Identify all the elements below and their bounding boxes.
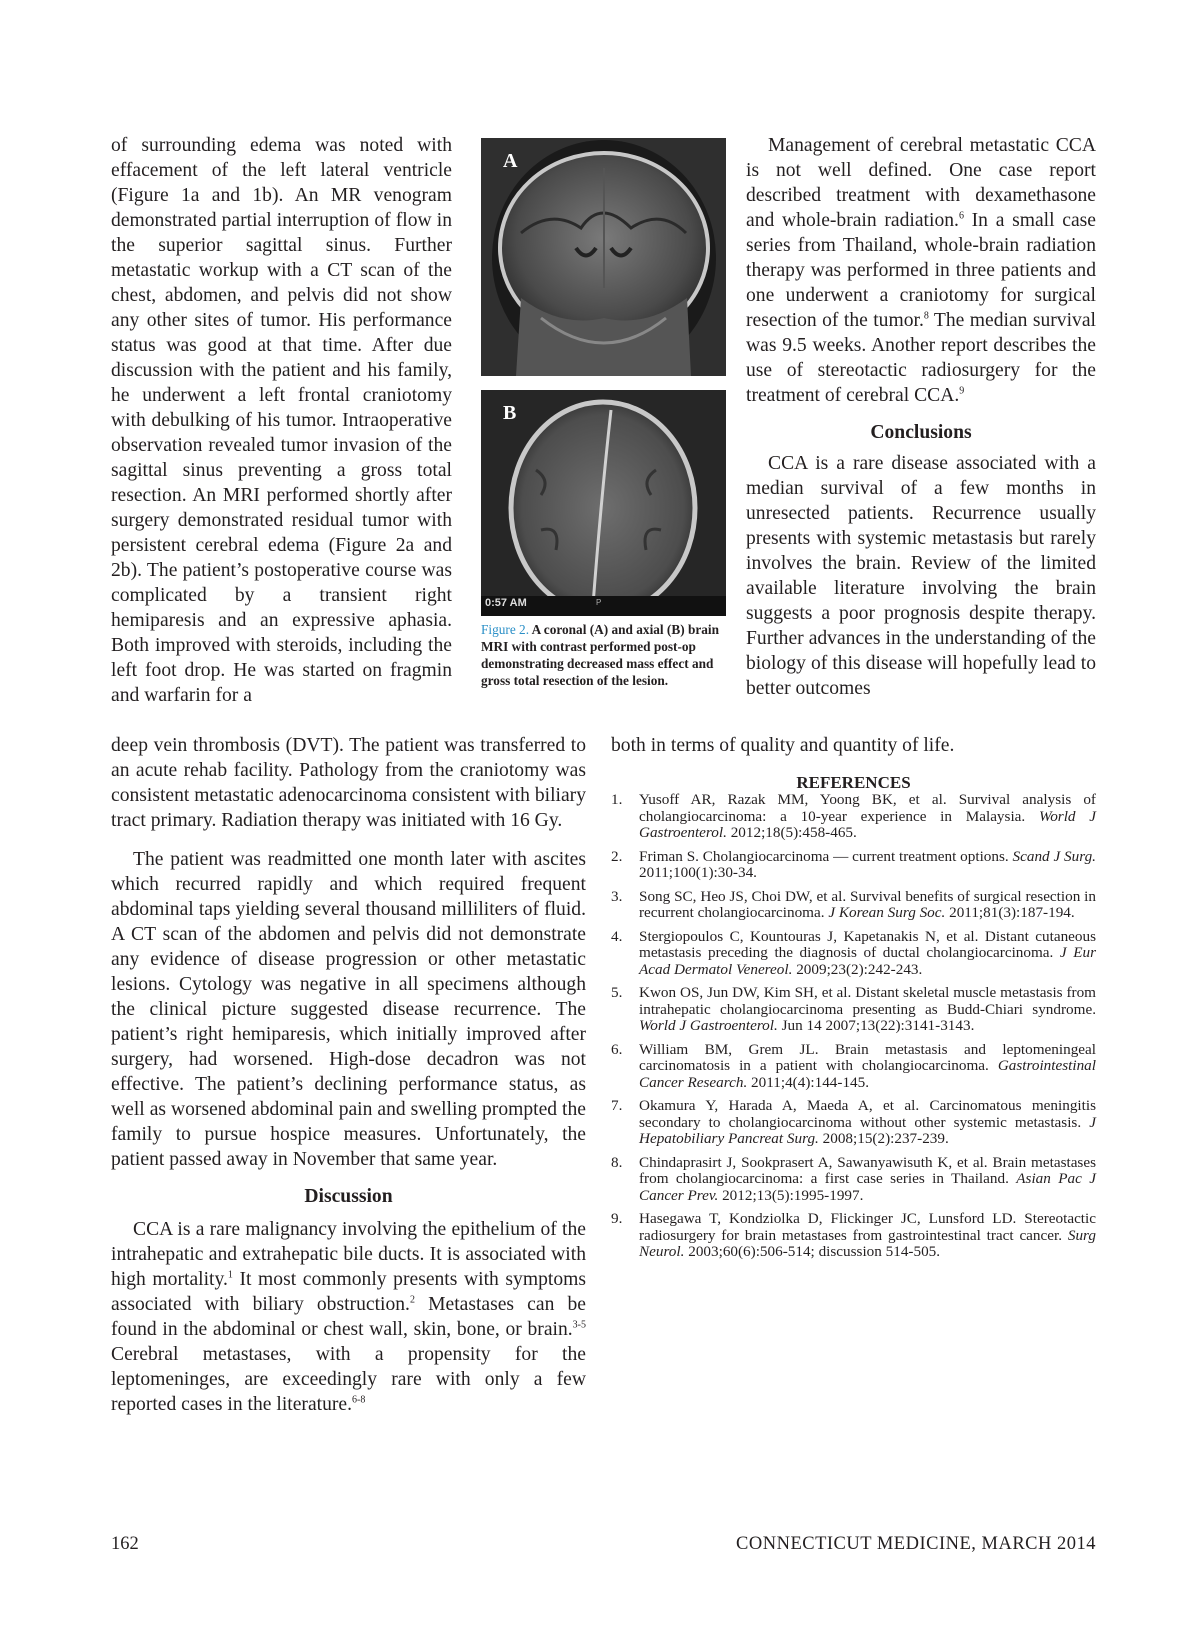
reference-item	[611, 1098, 1096, 1148]
reference-item	[611, 889, 1096, 922]
left-column-top	[111, 133, 452, 708]
reference-item	[611, 792, 1096, 842]
figure-caption-label: Figure 2.	[481, 622, 530, 637]
reference-text: Okamura Y, Harada A, Maeda A, et al. Carcinomatous meningitis secondary to cholangiocarcinoma without other systemic metastasis. J Hepatobiliary Pancreat Surg. 2008;15(2):237-239.	[639, 1097, 1096, 1147]
reference-text: Chindaprasirt J, Sookprasert A, Sawanyawisuth K, et al. Brain metastases from cholangiocarcinoma: a first case series in Thailand. Asian Pac J Cancer Prev. 2012;13(5):1995-1997.	[639, 1153, 1097, 1204]
reference-text: Kwon OS, Jun DW, Kim SH, et al. Distant skeletal muscle metastasis from intrahepatic cholangiocarcinoma presenting as Budd-Chiari syndrome. World J Gastroenterol. Jun 14 2007;13(22):3141-3143.	[639, 984, 1096, 1034]
mri-axial-image	[481, 390, 726, 616]
reference-number: 2.	[611, 847, 623, 865]
reference-text: Yusoff AR, Razak MM, Yoong BK, et al. Survival analysis of cholangiocarcinoma: a 10-year experience in Malaysia. World J Gastroenterol. 2012;18(5):458-465.	[639, 791, 1096, 841]
mri-timestamp: 0:57 AM	[485, 597, 527, 609]
reference-number: 1.	[611, 791, 623, 808]
reference-text: Stergiopoulos C, Kountouras J, Kapetanakis N, et al. Distant cutaneous metastasis preceding the diagnosis of ductal cholangiocarcinoma. J Eur Acad Dermatol Venereol. 2009;23(2):242-243.	[639, 927, 1096, 978]
mri-marker: P	[596, 598, 602, 607]
reference-item	[611, 1042, 1096, 1092]
paragraph-case-1: of surrounding edema was noted with effacement of the left lateral ventricle (Figure 1a and 1b). An MR venogram demonstrated partial interruption of flow in the superior sagittal sinus. Further metastatic workup with a CT scan of the chest, abdomen, and pelvis did not show any other sites of tumor. His performance status was good at that time. After due discussion with the patient and his family, he underwent a left frontal craniotomy with debulking of his tumor. Intraoperative observation revealed tumor invasion of the sagittal sinus preventing a gross total resection. An MRI performed shortly after surgery demonstrated residual tumor with persistent cerebral edema (Figure 2a and 2b). The patient’s postoperative course was complicated by a transient right hemiparesis and an expressive aphasia. Both improved with steroids, including the left foot drop. He was started on fragmin and warfarin for a	[111, 135, 452, 706]
paragraph-management: Management of cerebral metastatic CCA is not well defined. One case report described treatment with dexamethasone and whole-brain radiation.$^6$ In a small case series from Thailand, whole-brain radiation therapy was performed in three patients and one underwent a craniotomy for surgical resection of the tumor.$^8$ The median survival was 9.5 weeks. Another report describes the use of stereotactic radiosurgery for the treatment of cerebral CCA.$^9$	[746, 135, 1096, 406]
reference-number: 6.	[611, 1040, 623, 1058]
reference-number: 3.	[611, 887, 623, 905]
paragraph-case-2: The patient was readmitted one month later with ascites which recurred rapidly and which required frequent abdominal taps yielding several thousand milliliters of fluid. A CT scan of the abdomen and pelvis did not demonstrate any evidence of disease progression or other metastatic lesions. Cytology was negative in all specimens although the clinical picture suggested disease recurrence. The patient’s right hemiparesis, which initially improved after surgery, had worsened. High-dose decadron was not effective. The patient’s declining performance status, as well as worsened abdominal pain and swelling prompted the family to pursue hospice measures. Unfortunately, the patient passed away in November that same year.	[111, 849, 586, 1170]
reference-text: William BM, Grem JL. Brain metastasis and leptomeningeal carcinomatosis in a patient with cholangiocarcinoma. Gastrointestinal Cancer Research. 2011;4(4):144-145.	[639, 1040, 1096, 1091]
references-heading: REFERENCES	[796, 773, 911, 792]
page-number: 162	[111, 1534, 139, 1554]
reference-text: Hasegawa T, Kondziolka D, Flickinger JC, Lunsford LD. Stereotactic radiosurgery for brain metastases from gastrointestinal tract cancer. Surg Neurol. 2003;60(6):506-514; discussion 514-505.	[639, 1210, 1096, 1260]
reference-item	[611, 1211, 1096, 1261]
left-column-bottom	[111, 733, 586, 1417]
reference-item	[611, 849, 1096, 882]
paragraph-case-1-cont: deep vein thrombosis (DVT). The patient was transferred to an acute rehab facility. Pathology from the craniotomy was consistent metastatic adenocarcinoma consistent with biliary tract primary. Radiation therapy was initiated with 16 Gy.	[111, 735, 587, 831]
reference-number: 8.	[611, 1153, 623, 1171]
figure-label-b: B	[503, 402, 517, 424]
mri-coronal-image	[481, 138, 726, 376]
paragraph-conclusions: CCA is a rare disease associated with a median survival of a few months in unresected patients. Recurrence usually presents with systemic metastasis but rarely involves the brain. Review of the limited available literature involving the brain suggests a poor prognosis despite therapy. Further advances in the understanding of the biology of this disease will hopefully lead to better outcomes	[746, 453, 1096, 699]
reference-number: 4.	[611, 927, 623, 945]
paragraph-conclusions-end: both in terms of quality and quantity of life.	[611, 735, 955, 756]
figure-caption-text: A coronal (A) and axial (B) brain MRI with contrast performed post-op demonstrating decreased mass effect and gross total resection of the lesion.	[481, 622, 720, 688]
reference-number: 9.	[611, 1210, 623, 1227]
reference-text: Song SC, Heo JS, Choi DW, et al. Survival benefits of surgical resection in recurrent cholangiocarcinoma. J Korean Surg Soc. 2011;81(3):187-194.	[639, 887, 1096, 921]
conclusions-heading: Conclusions	[870, 422, 972, 443]
references-list	[611, 792, 1096, 1268]
reference-item	[611, 929, 1096, 979]
reference-text: Friman S. Cholangiocarcinoma — current treatment options. Scand J Surg. 2011;100(1):30-34.	[639, 847, 1096, 881]
right-column-wide	[611, 733, 1096, 795]
discussion-heading: Discussion	[304, 1186, 393, 1207]
right-column	[746, 133, 1096, 701]
reference-number: 5.	[611, 984, 623, 1001]
reference-item	[611, 1155, 1096, 1205]
reference-number: 7.	[611, 1097, 623, 1114]
figure-label-a: A	[503, 150, 518, 172]
journal-footer: CONNECTICUT MEDICINE, MARCH 2014	[736, 1534, 1096, 1554]
paragraph-discussion: CCA is a rare malignancy involving the epithelium of the intrahepatic and extrahepatic bile ducts. It is associated with high mortality.$^1$ It most commonly presents with symptoms associated with biliary obstruction.$^2$ Metastases can be found in the abdominal or chest wall, skin, bone, or brain.$^{3-5}$ Cerebral metastases, with a propensity for the leptomeninges, are exceedingly rare with only a few reported cases in the literature.$^{6-8}$	[111, 1219, 586, 1415]
figure-caption	[481, 621, 731, 689]
reference-item	[611, 985, 1096, 1035]
